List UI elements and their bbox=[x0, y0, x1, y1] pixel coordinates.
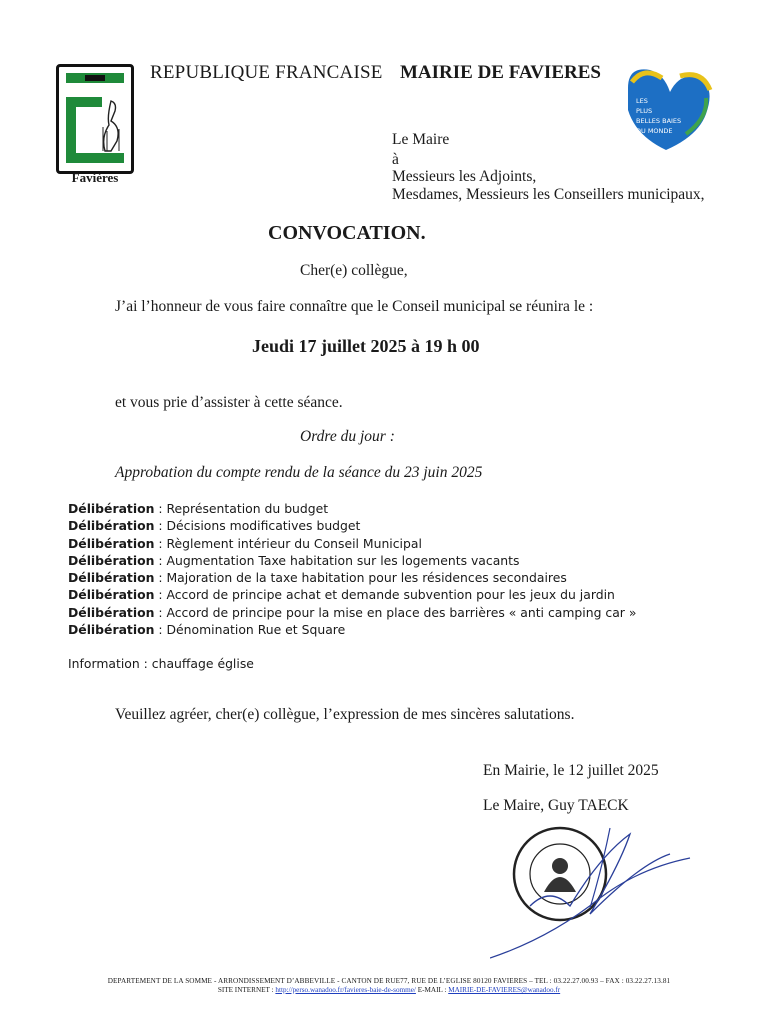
header-republique: REPUBLIQUE FRANCAISE bbox=[150, 62, 383, 83]
logo-label: Favières bbox=[71, 170, 119, 185]
deliberation-keyword: Délibération bbox=[68, 518, 155, 534]
salutations-text: Veuillez agréer, cher(e) collègue, l’expression de mes sincères salutations. bbox=[115, 706, 575, 723]
seal-and-signature bbox=[490, 818, 700, 968]
deliberation-text: : Majoration de la taxe habitation pour les résidences secondaires bbox=[154, 570, 567, 586]
deliberation-keyword: Délibération bbox=[68, 570, 155, 586]
deliberation-text: : Accord de principe achat et demande subvention pour les jeux du jardin bbox=[154, 587, 615, 603]
agenda-heading: Ordre du jour : bbox=[300, 428, 395, 445]
address-line-4: Mesdames, Messieurs les Conseillers municipaux, bbox=[392, 186, 705, 203]
deliberation-list bbox=[68, 500, 636, 638]
list-item bbox=[68, 552, 636, 569]
list-item bbox=[68, 517, 636, 534]
footer-address: DEPARTEMENT DE LA SOMME - ARRONDISSEMENT D’ABBEVILLE - CANTON DE RUE77, RUE DE L’EGLISE 80120 FAVIERES – TEL : 03.22.27.00.93 – FAX : 03.22.27.13.81 bbox=[107, 977, 671, 985]
address-line-1: Le Maire bbox=[392, 131, 450, 148]
list-item bbox=[68, 569, 636, 586]
deliberation-keyword: Délibération bbox=[68, 604, 155, 620]
deliberation-text: : Augmentation Taxe habitation sur les logements vacants bbox=[154, 552, 520, 568]
list-item bbox=[68, 604, 636, 621]
deliberation-keyword: Délibération bbox=[68, 587, 155, 603]
deliberation-text: : Dénomination Rue et Square bbox=[154, 622, 346, 638]
greeting: Cher(e) collègue, bbox=[300, 262, 408, 279]
footer-contact bbox=[0, 986, 778, 994]
information-item: Information : chauffage église bbox=[68, 656, 254, 671]
list-item bbox=[68, 500, 636, 517]
baies-logo-text-3: BELLES BAIES bbox=[636, 117, 682, 125]
deliberation-text: : Règlement intérieur du Conseil Municipal bbox=[154, 535, 422, 551]
seal-stamp-icon bbox=[490, 818, 700, 968]
deliberation-keyword: Délibération bbox=[68, 552, 155, 568]
footer-email-label: E-MAIL : bbox=[415, 986, 449, 994]
deliberation-text: : Décisions modificatives budget bbox=[154, 518, 361, 534]
baies-logo-text-4: DU MONDE bbox=[636, 127, 673, 135]
address-line-2: à bbox=[392, 151, 399, 168]
favieres-crest-icon bbox=[59, 67, 131, 171]
deliberation-keyword: Délibération bbox=[68, 501, 155, 516]
baies-logo-text-1: LES bbox=[636, 97, 648, 105]
commune-logo bbox=[56, 64, 134, 174]
deliberation-keyword: Délibération bbox=[68, 622, 155, 638]
attend-text: et vous prie d’assister à cette séance. bbox=[115, 394, 343, 411]
intro-text: J’ai l’honneur de vous faire connaître que le Conseil municipal se réunira le : bbox=[115, 298, 594, 315]
document-title: CONVOCATION. bbox=[268, 222, 426, 244]
website-link[interactable]: http://perso.wanadoo.fr/favieres-baie-de-somme/ bbox=[275, 986, 416, 994]
list-item bbox=[68, 586, 636, 603]
baies-logo-text-2: PLUS bbox=[636, 107, 653, 115]
footer-site-label: SITE INTERNET : bbox=[217, 986, 276, 994]
email-link[interactable]: MAIRIE-DE-FAVIERES@wanadoo.fr bbox=[448, 986, 561, 994]
signatory: Le Maire, Guy TAECK bbox=[483, 797, 629, 814]
header-mairie: MAIRIE DE FAVIERES bbox=[400, 62, 601, 83]
deliberation-keyword: Délibération bbox=[68, 535, 155, 551]
baies-logo bbox=[622, 62, 720, 152]
approbation-item: Approbation du compte rendu de la séance du 23 juin 2025 bbox=[115, 464, 483, 481]
list-item bbox=[68, 535, 636, 552]
deliberation-text: : Représentation du budget bbox=[154, 501, 329, 516]
meeting-date: Jeudi 17 juillet 2025 à 19 h 00 bbox=[252, 336, 480, 356]
place-date: En Mairie, le 12 juillet 2025 bbox=[483, 762, 659, 779]
address-line-3: Messieurs les Adjoints, bbox=[392, 168, 537, 185]
deliberation-text: : Accord de principe pour la mise en place des barrières « anti camping car » bbox=[154, 604, 637, 620]
list-item bbox=[68, 621, 636, 638]
